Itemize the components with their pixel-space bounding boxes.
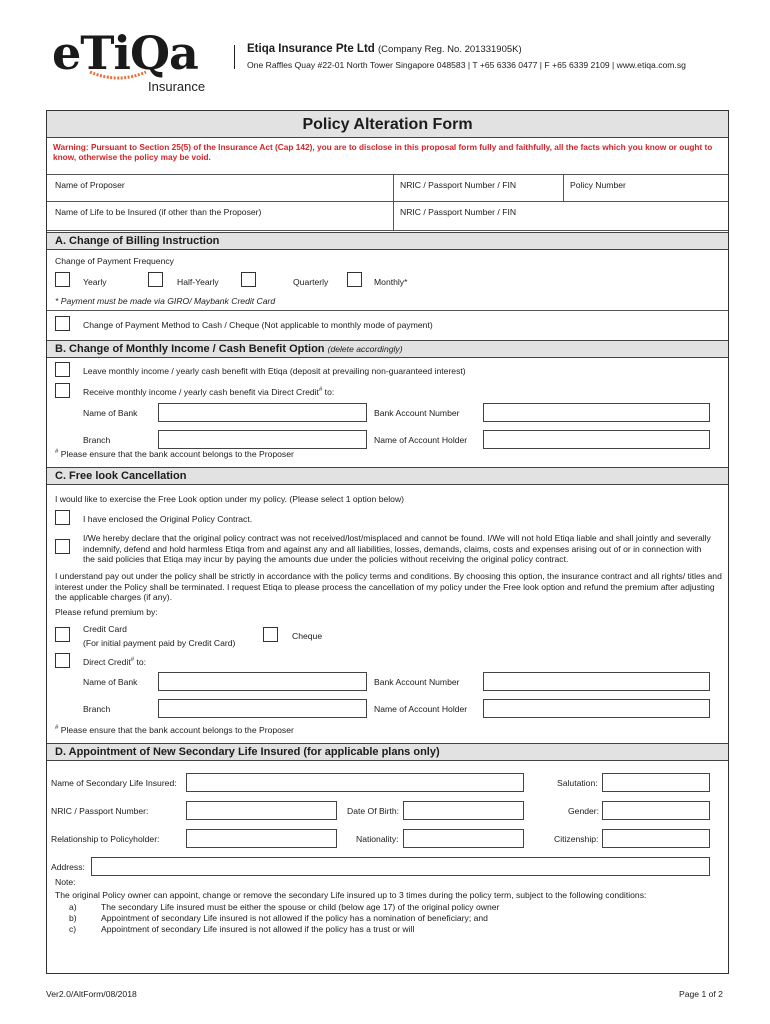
condition-marker: b): [69, 913, 77, 923]
table-line: [47, 174, 728, 175]
page-number: Page 1 of 2: [679, 989, 723, 999]
gender-label: Gender:: [568, 806, 600, 816]
condition-text: Appointment of secondary Life insured is not allowed if the policy has a nomination of beneficiary; and: [101, 913, 488, 923]
logo-subtext: Insurance: [148, 79, 206, 94]
table-line: [47, 201, 728, 202]
nationality-field[interactable]: [403, 829, 524, 848]
monthly-label: Monthly*: [374, 277, 408, 287]
warning-text: Warning: Pursuant to Section 25(5) of the Insurance Act (Cap 142), you are to disclose in this proposal form fully and faithfully, all the facts which you know or ought to know, otherwise the policy may be void.: [53, 142, 713, 163]
table-line: [47, 230, 728, 231]
c-branch-field[interactable]: [158, 699, 367, 718]
citizenship-label: Citizenship:: [554, 834, 599, 844]
c-account-holder-field[interactable]: [483, 699, 710, 718]
halfyearly-checkbox[interactable]: [148, 272, 163, 287]
section-d-title: D. Appointment of New Secondary Life Insured (for applicable plans only): [47, 743, 728, 761]
c-account-holder-label: Name of Account Holder: [374, 704, 468, 714]
b-branch-field[interactable]: [158, 430, 367, 449]
direct-credit-tail: to:: [134, 657, 147, 667]
b-account-holder-field[interactable]: [483, 430, 710, 449]
leave-benefit-label: Leave monthly income / yearly cash benefit with Etiqa (deposit at prevailing non-guaranteed interest): [83, 366, 466, 376]
halfyearly-label: Half-Yearly: [177, 277, 219, 287]
dob-field[interactable]: [403, 801, 524, 820]
salutation-field[interactable]: [602, 773, 710, 792]
quarterly-label: Quarterly: [293, 277, 329, 287]
citizenship-field[interactable]: [602, 829, 710, 848]
c-bank-name-field[interactable]: [158, 672, 367, 691]
receive-benefit-tail: to:: [322, 387, 335, 397]
receive-benefit-checkbox[interactable]: [55, 383, 70, 398]
section-divider: [47, 310, 728, 311]
section-b-title-note: (delete accordingly): [327, 344, 403, 354]
c-branch-label: Branch: [83, 704, 111, 714]
address-field[interactable]: [91, 857, 710, 876]
direct-credit-checkbox[interactable]: [55, 653, 70, 668]
quarterly-checkbox[interactable]: [241, 272, 256, 287]
salutation-label: Salutation:: [557, 778, 598, 788]
note-text: The original Policy owner can appoint, change or remove the secondary Life insured up to 3 times during the policy term, subject to the following conditions:: [55, 890, 647, 900]
cheque-checkbox[interactable]: [263, 627, 278, 642]
version-text: Ver2.0/AltForm/08/2018: [46, 989, 137, 999]
condition-marker: c): [69, 924, 77, 934]
section-a-title: A. Change of Billing Instruction: [47, 232, 728, 250]
declare-lost-checkbox[interactable]: [55, 539, 70, 554]
receive-benefit-text: Receive monthly income / yearly cash benefit via Direct Credit: [83, 387, 319, 397]
giro-footnote: * Payment must be made via GIRO/ Maybank Credit Card: [55, 296, 276, 306]
life-insured-label: Name of Life to be Insured (if other than the Proposer): [55, 207, 262, 217]
b-note-mark: #: [55, 449, 59, 456]
logo-wordmark: eTiQa: [52, 26, 198, 80]
b-branch-label: Branch: [83, 435, 111, 445]
section-b-title-text: B. Change of Monthly Income / Cash Benefit Option: [55, 343, 325, 355]
gender-field[interactable]: [602, 801, 710, 820]
cash-cheque-checkbox[interactable]: [55, 316, 70, 331]
section-c-title: C. Free look Cancellation: [47, 467, 728, 485]
credit-card-checkbox[interactable]: [55, 627, 70, 642]
company-name-text: Etiqa Insurance Pte Ltd: [247, 43, 375, 55]
relationship-label: Relationship to Policyholder:: [51, 834, 160, 844]
nationality-label: Nationality:: [356, 834, 399, 844]
policy-number-label: Policy Number: [570, 180, 626, 190]
life-nric-label: NRIC / Passport Number / FIN: [400, 207, 517, 217]
b-bank-name-field[interactable]: [158, 403, 367, 422]
c-bank-account-field[interactable]: [483, 672, 710, 691]
c-note-text: Please ensure that the bank account belongs to the Proposer: [58, 725, 294, 735]
yearly-checkbox[interactable]: [55, 272, 70, 287]
direct-credit-sup: #: [130, 657, 135, 664]
table-line: [563, 174, 564, 201]
b-account-holder-label: Name of Account Holder: [374, 435, 468, 445]
d-nric-field[interactable]: [186, 801, 337, 820]
section-b-title: [47, 340, 728, 358]
leave-benefit-checkbox[interactable]: [55, 362, 70, 377]
receive-benefit-label: [83, 387, 334, 397]
header-divider: [234, 45, 235, 69]
form-title: Policy Alteration Form: [47, 111, 728, 138]
proposer-nric-label: NRIC / Passport Number / FIN: [400, 180, 517, 190]
company-reg: (Company Reg. No. 201331905K): [378, 44, 522, 55]
enclosed-contract-label: I have enclosed the Original Policy Contract.: [83, 514, 253, 524]
b-bank-name-label: Name of Bank: [83, 408, 138, 418]
logo-swoosh-icon: [88, 68, 148, 82]
company-address: One Raffles Quay #22-01 North Tower Singapore 048583 | T +65 6336 0477 | F +65 6339 2109 | www.etiqa.com.sg: [247, 60, 686, 70]
c-note-mark: #: [55, 725, 59, 732]
b-note-text: Please ensure that the bank account belongs to the Proposer: [58, 449, 294, 459]
c-bank-note: [55, 725, 294, 735]
table-line: [393, 174, 394, 230]
understand-text: I understand pay out under the policy shall be strictly in accordance with the policy terms and conditions. By choosing this option, the insurance contract and all rights/ titles and interest under the Policy shall be terminated. I request Etiqa to please process the cancellation of my policy under the Free look option and refund the premium after adjusting the applicable charges (if any).: [55, 571, 722, 603]
c-bank-name-label: Name of Bank: [83, 677, 138, 687]
cheque-label: Cheque: [292, 631, 323, 641]
monthly-checkbox[interactable]: [347, 272, 362, 287]
payment-frequency-label: Change of Payment Frequency: [55, 256, 174, 266]
b-bank-note: [55, 449, 294, 459]
free-look-intro: I would like to exercise the Free Look option under my policy. (Please select 1 option below): [55, 494, 405, 504]
company-name: [247, 43, 522, 57]
yearly-label: Yearly: [83, 277, 107, 287]
declare-lost-text: I/We hereby declare that the original policy contract was not received/lost/misplaced and cannot be found. I/We will not hold Etiqa liable and shall jointly and severally indemnify, defend and hold harmless Etiqa from and against any and all liabilities, losses, demands, claims, costs and expenses arising out of or in connection with the said policies that Etiqa may incur by paying the amounts due under the policies without receiving the original policy contract.: [83, 533, 711, 565]
cash-cheque-label: Change of Payment Method to Cash / Cheque (Not applicable to monthly mode of payment): [83, 320, 433, 330]
credit-card-note: (For initial payment paid by Credit Card): [83, 638, 236, 648]
b-bank-account-field[interactable]: [483, 403, 710, 422]
dob-label: Date Of Birth:: [347, 806, 400, 816]
proposer-name-label: Name of Proposer: [55, 180, 125, 190]
enclosed-contract-checkbox[interactable]: [55, 510, 70, 525]
direct-credit-text: Direct Credit: [83, 657, 131, 667]
condition-text: The secondary Life insured must be either the spouse or child (below age 17) of the original policy owner: [101, 902, 500, 912]
refund-label: Please refund premium by:: [55, 607, 158, 617]
credit-card-label: Credit Card: [83, 624, 127, 634]
condition-marker: a): [69, 902, 77, 912]
relationship-field[interactable]: [186, 829, 337, 848]
receive-benefit-sup: #: [318, 387, 323, 394]
note-label: Note:: [55, 877, 76, 887]
direct-credit-label: [83, 657, 146, 667]
secondary-name-label: Name of Secondary Life Insured:: [51, 778, 177, 788]
b-bank-account-label: Bank Account Number: [374, 408, 460, 418]
secondary-name-field[interactable]: [186, 773, 524, 792]
d-nric-label: NRIC / Passport Number:: [51, 806, 149, 816]
condition-text: Appointment of secondary Life insured is not allowed if the policy has a trust or will: [101, 924, 415, 934]
address-label: Address:: [51, 862, 85, 872]
c-bank-account-label: Bank Account Number: [374, 677, 460, 687]
